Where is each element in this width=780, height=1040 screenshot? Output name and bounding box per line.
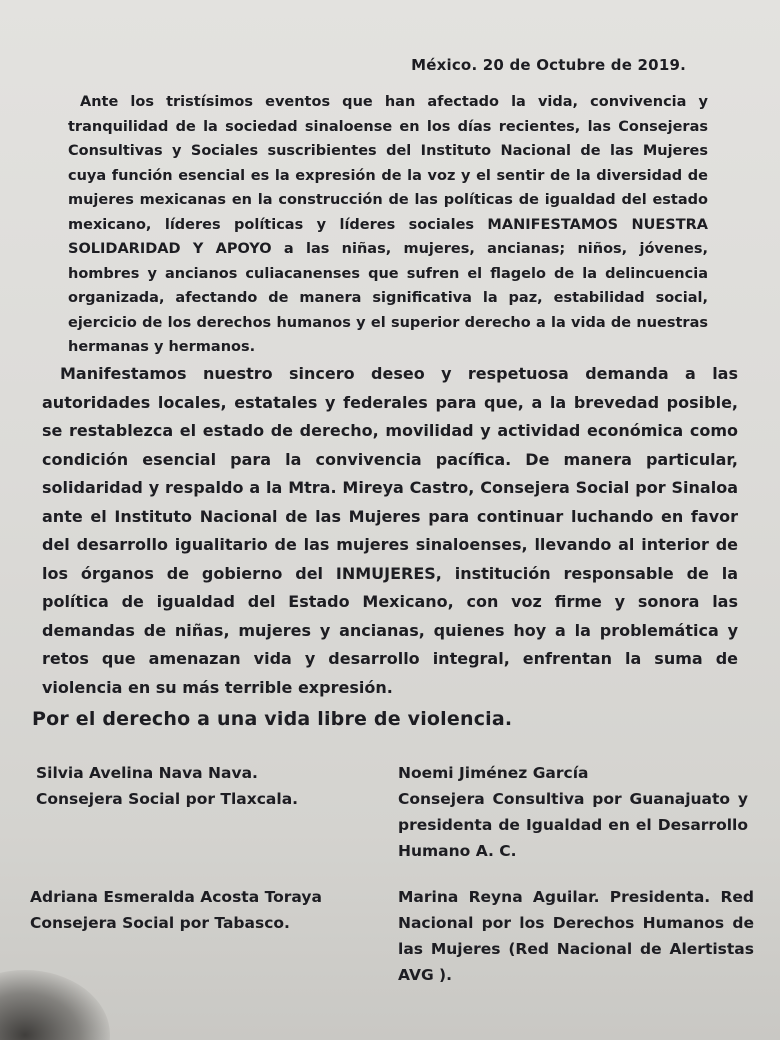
paragraph-solidarity: Ante los tristísimos eventos que han afectado la vida, convivencia y tranquilidad de la sociedad sinaloense en los días recientes, las Consejeras Consultivas y Sociales suscribientes del Instituto Nacional de las Mujeres cuya función esencial es la expresión de la voz y el sentir de la diversidad de mujeres mexicanas en la construcción de las políticas de igualdad del estado mexicano, líderes políticas y líderes sociales MANIFESTAMOS NUESTRA SOLIDARIDAD Y APOYO a las niñas, mujeres, ancianas; niños, jóvenes, hombres y ancianos culiacanenses que sufren el flagelo de la delincuencia organizada, afectando de manera significativa la paz, estabilidad social, ejercicio de los derechos humanos y el superior derecho a la vida de nuestras hermanas y hermanos.: [68, 94, 708, 355]
signatory-block: [36, 760, 356, 812]
signatory-role: Consejera Consultiva por Guanajuato y presidenta de Igualdad en el Desarrollo Humano A. C.: [398, 790, 748, 860]
signatory-block: [398, 760, 748, 864]
signatory-name: Adriana Esmeralda Acosta Toraya: [30, 888, 322, 906]
document-date: México. 20 de Octubre de 2019.: [411, 56, 686, 74]
closing-motto: Por el derecho a una vida libre de violencia.: [32, 708, 513, 730]
signatory-name: Marina Reyna Aguilar. Presidenta. Red Nacional por los Derechos Humanos de las Mujeres (Red Nacional de Alertistas AVG ).: [398, 888, 754, 984]
signatory-block: [30, 884, 360, 936]
signatory-name: Silvia Avelina Nava Nava.: [36, 764, 258, 782]
signatory-name: Noemi Jiménez García: [398, 764, 589, 782]
paragraph-demand: Manifestamos nuestro sincero deseo y respetuosa demanda a las autoridades locales, estatales y federales para que, a la brevedad posible, se restablezca el estado de derecho, movilidad y actividad económica como condición esencial para la convivencia pacífica. De manera particular, solidaridad y respaldo a la Mtra. Mireya Castro, Consejera Social por Sinaloa ante el Instituto Nacional de las Mujeres para continuar luchando en favor del desarrollo igualitario de las mujeres sinaloenses, llevando al interior de los órganos de gobierno del INMUJERES, institución responsable de la política de igualdad del Estado Mexicano, con voz firme y sonora las demandas de niñas, mujeres y ancianas, quienes hoy a la problemática y retos que amenazan vida y desarrollo integral, enfrentan la suma de violencia en su más terrible expresión.: [42, 364, 738, 697]
signatory-block: [398, 884, 754, 988]
signatory-role: Consejera Social por Tabasco.: [30, 914, 290, 932]
signatory-role: Consejera Social por Tlaxcala.: [36, 790, 299, 808]
finger-shadow: [0, 970, 110, 1040]
